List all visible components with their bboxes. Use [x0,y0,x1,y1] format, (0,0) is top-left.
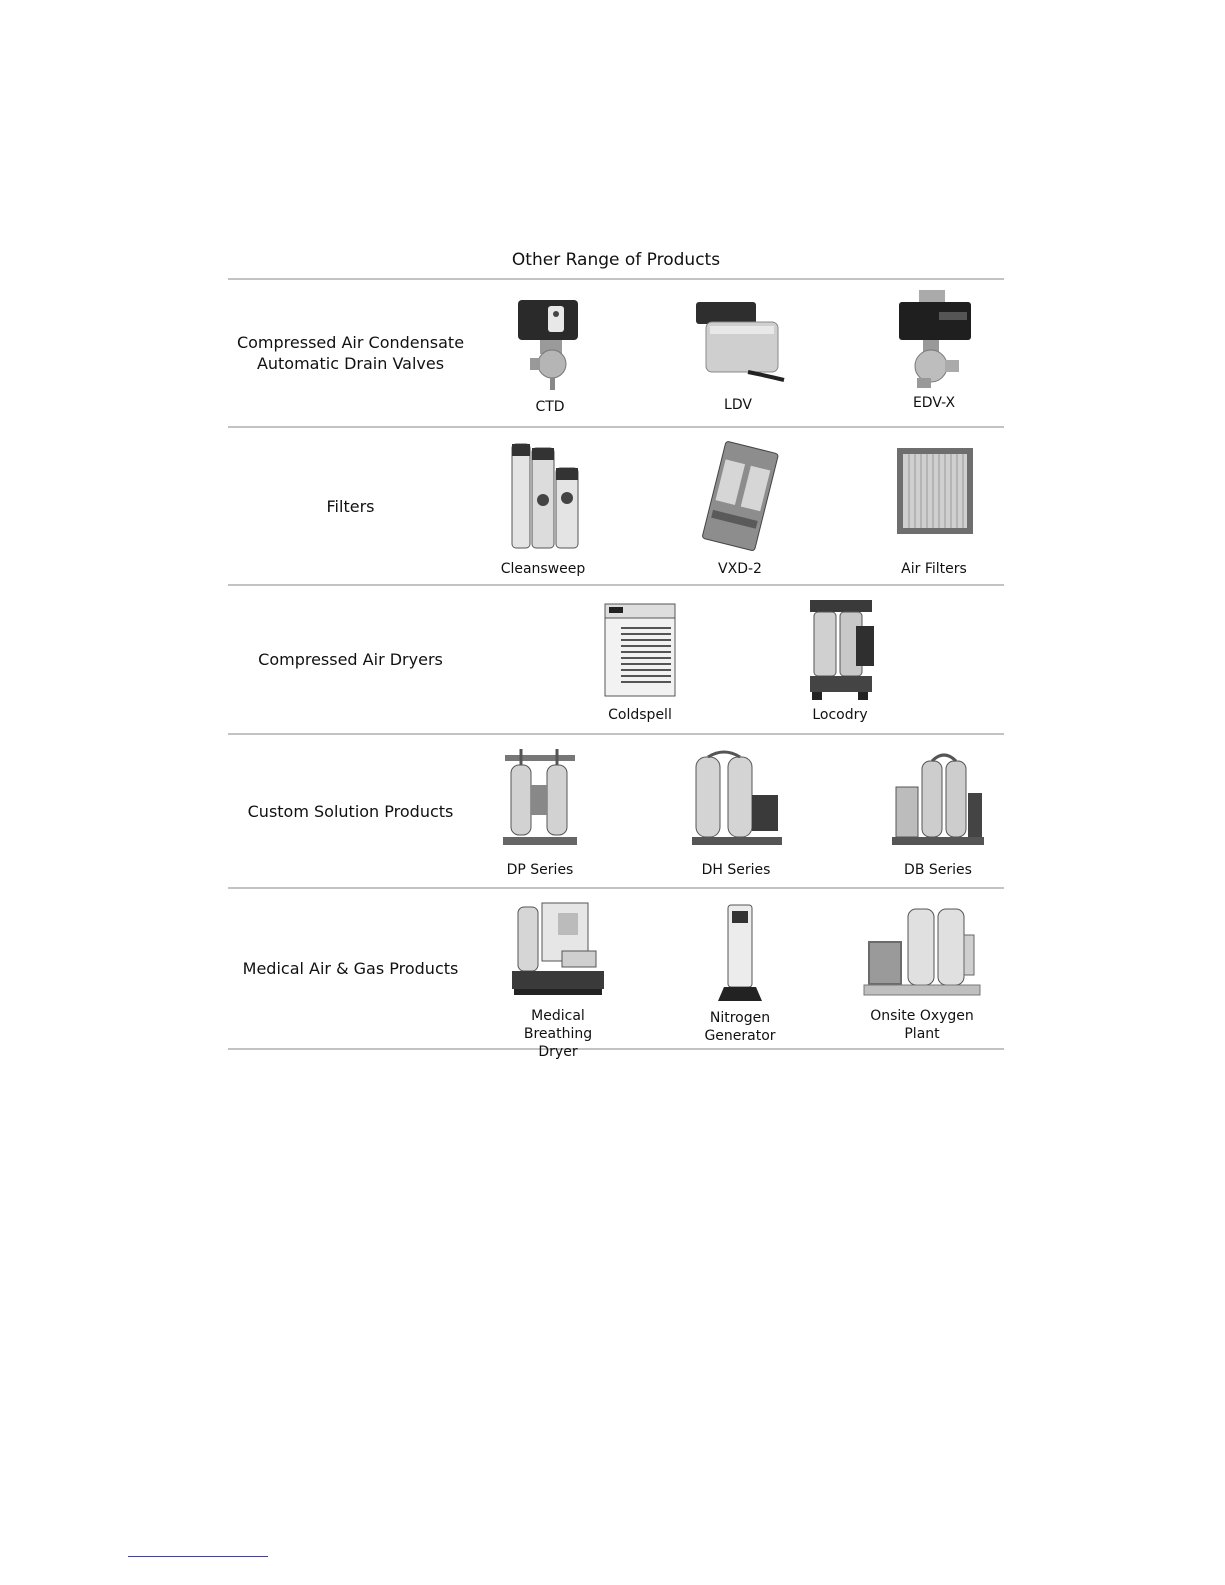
product-vxd2 [680,438,800,578]
table-row [228,584,1004,733]
drain-valve-ldv-icon [688,296,788,392]
product-label: Nitrogen Generator [704,1010,776,1044]
product-medical-breathing-dryer [498,899,618,1061]
category-label: Medical Air & Gas Products [242,959,459,978]
product-label: Cleansweep [500,561,586,577]
product-label: DH Series [701,862,771,878]
product-label: EDV-X [912,395,956,411]
medical-breathing-dryer-icon [508,899,608,1003]
table-row [228,733,1004,887]
category-label: Compressed Air Dryers [258,650,443,669]
product-dp-series [480,745,600,879]
oxygen-plant-icon [862,895,982,1003]
dh-series-plant-icon [686,745,786,857]
category-label: Compressed Air Condensate Automatic Drain Valves [236,333,465,373]
product-label: DB Series [904,862,972,878]
cleansweep-filter-icon [498,438,588,556]
product-ctd [490,292,610,416]
locodry-dryer-icon [800,596,880,702]
dp-series-plant-icon [495,745,585,857]
drain-valve-ctd-icon [510,292,590,392]
product-ldv [678,296,798,414]
table-row [228,426,1004,584]
product-locodry [780,596,900,724]
product-cleansweep [483,438,603,578]
product-label: CTD [535,399,565,415]
table-title: Other Range of Products [511,250,721,270]
product-label: Medical Breathing Dryer [523,1008,593,1060]
db-series-plant-icon [888,747,988,857]
coldspell-dryer-icon [595,598,685,702]
product-label: VXD-2 [718,561,762,577]
product-air-filters [874,444,994,578]
product-edvx [874,286,994,412]
product-label: DP Series [506,862,574,878]
product-onsite-oxygen-plant [862,895,982,1043]
panel-air-filter-icon [889,444,979,556]
product-nitrogen-generator [680,901,800,1045]
drain-valve-edvx-icon [889,286,979,390]
product-coldspell [580,598,700,724]
product-db-series [878,747,998,879]
product-label: Locodry [812,707,868,723]
table-row [228,887,1004,1060]
product-dh-series [676,745,796,879]
product-label: Air Filters [901,561,967,577]
footnote-divider [128,1556,268,1557]
category-label: Custom Solution Products [247,801,454,821]
product-label: LDV [724,397,752,413]
vxd2-filter-icon [695,438,785,556]
product-label: Onsite Oxygen Plant [870,1008,974,1042]
product-label: Coldspell [608,707,672,723]
table-row [228,278,1004,426]
product-range-table [228,278,1004,1060]
category-label: Filters [326,496,375,516]
nitrogen-generator-icon [710,901,770,1005]
